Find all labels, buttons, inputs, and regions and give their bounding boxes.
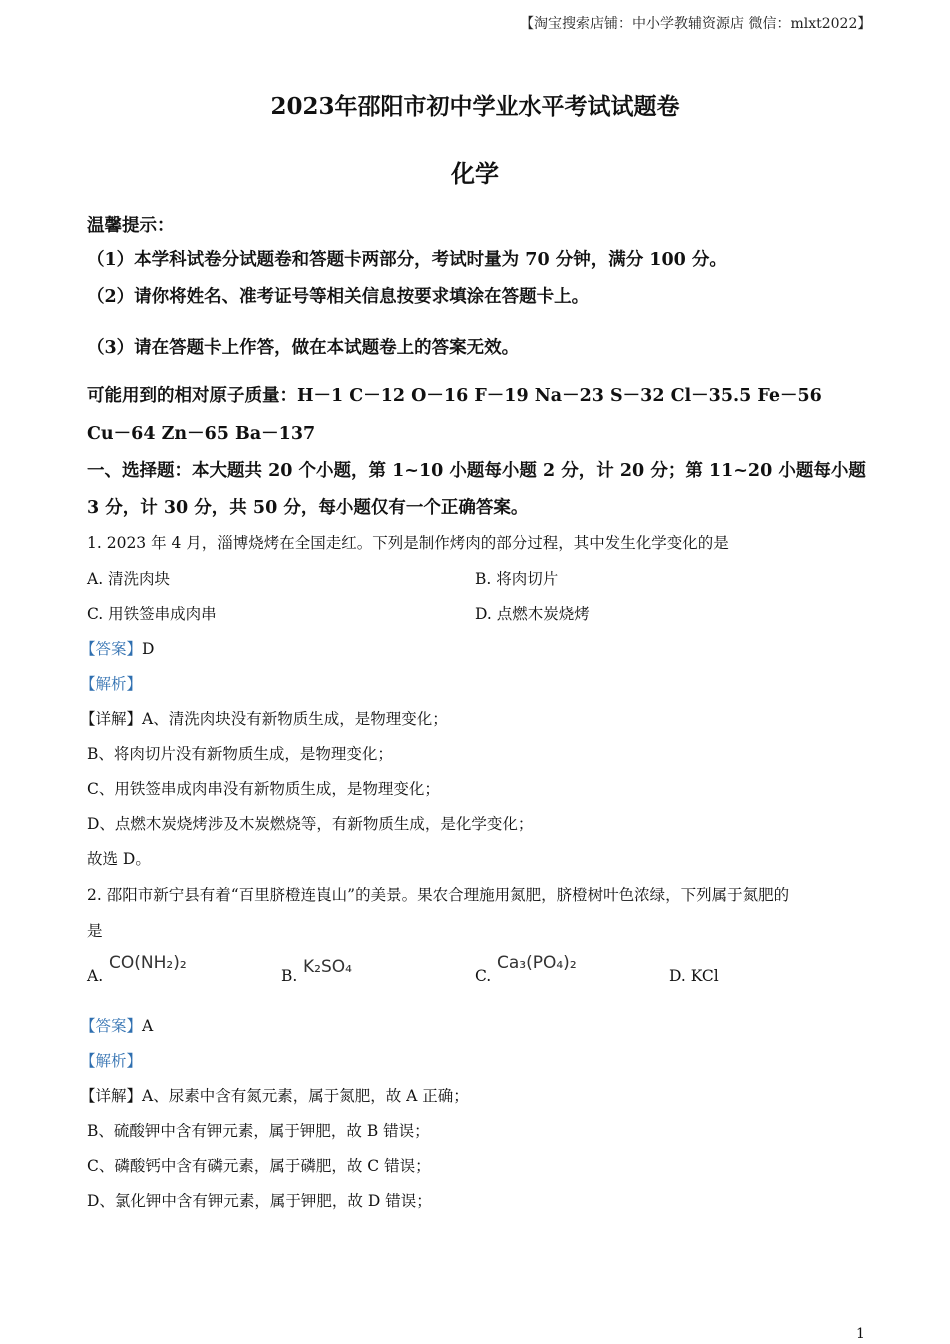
q1-option-d: D. 点燃木炭烧烤 — [475, 605, 590, 623]
q2-option-a-label: A. — [87, 967, 104, 985]
tip-item-3: （3）请在答题卡上作答，做在本试题卷上的答案无效。 — [87, 338, 520, 358]
q1-option-c: C. 用铁签串成肉串 — [87, 605, 217, 623]
q1-detail-line-5: 故选 D。 — [87, 850, 151, 868]
q1-detail-line-3: C、用铁签串成肉串没有新物质生成，是物理变化； — [87, 780, 440, 798]
q2-detail-line-2: B、硫酸钾中含有钾元素，属于钾肥，故 B 错误； — [87, 1122, 430, 1140]
q1-answer-tag: 【答案】 — [80, 640, 143, 658]
q2-answer-value: A — [142, 1017, 154, 1035]
q2-option-c-formula: Ca₃(PO₄)₂ — [497, 953, 577, 973]
q2-answer — [80, 1014, 153, 1036]
q2-answer-tag: 【答案】 — [80, 1017, 143, 1035]
tips-heading: 温馨提示： — [87, 216, 175, 236]
q1-stem: 1. 2023 年 4 月，淄博烧烤在全国走红。下列是制作烤肉的部分过程，其中发生化学变化的是 — [87, 534, 729, 552]
section1-heading-line1: 一、选择题：本大题共 20 个小题，第 1~10 小题每小题 2 分，计 20 分；第 11~20 小题每小题 — [87, 461, 866, 481]
tip-item-1: （1）本学科试卷分试题卷和答题卡两部分，考试时量为 70 分钟，满分 100 分。 — [87, 250, 727, 270]
section1-heading-line2: 3 分，计 30 分，共 50 分，每小题仅有一个正确答案。 — [87, 498, 529, 518]
q2-detail-line-3: C、磷酸钙中含有磷元素，属于磷肥，故 C 错误； — [87, 1157, 431, 1175]
page-number: 1 — [856, 1326, 865, 1342]
q2-stem-line1: 2. 邵阳市新宁县有着“百里脐橙连崀山”的美景。果农合理施用氮肥，脐橙树叶色浓绿，下列属于氮肥的 — [87, 886, 790, 904]
q1-option-a: A. 清洗肉块 — [87, 570, 171, 588]
subject-title: 化学 — [451, 159, 499, 188]
page-title: 2023年邵阳市初中学业水平考试试题卷 — [270, 93, 680, 120]
q2-stem-line2: 是 — [87, 922, 103, 940]
q2-option-d: D. KCl — [669, 967, 719, 985]
q1-detail-line-2: B、将肉切片没有新物质生成，是物理变化； — [87, 745, 393, 763]
q1-analysis-tag: 【解析】 — [80, 675, 143, 693]
q1-detail-line-1 — [80, 707, 448, 729]
q1-option-b: B. 将肉切片 — [475, 570, 559, 588]
q1-detail-tag: 【详解】 — [80, 710, 143, 728]
q2-option-b-label: B. — [281, 967, 298, 985]
atomic-masses-line1: 可能用到的相对原子质量：H－1 C－12 O－16 F－19 Na－23 S－32 Cl－35.5 Fe－56 — [87, 386, 822, 406]
q2-option-b-formula: K₂SO₄ — [303, 957, 352, 977]
q1-detail-text-1: A、清洗肉块没有新物质生成，是物理变化； — [142, 710, 448, 728]
q1-answer-value: D — [142, 640, 155, 658]
q2-option-a-formula: CO(NH₂)₂ — [109, 953, 187, 973]
q2-option-c-label: C. — [475, 967, 492, 985]
q2-detail-text-1: A、尿素中含有氮元素，属于氮肥，故 A 正确； — [142, 1087, 469, 1105]
q2-analysis-tag: 【解析】 — [80, 1052, 143, 1070]
tip-item-2: （2）请你将姓名、准考证号等相关信息按要求填涂在答题卡上。 — [87, 287, 590, 307]
q1-detail-line-4: D、点燃木炭烧烤涉及木炭燃烧等，有新物质生成，是化学变化； — [87, 815, 534, 833]
q2-detail-line-4: D、氯化钾中含有钾元素，属于钾肥，故 D 错误； — [87, 1192, 432, 1210]
q2-detail-tag: 【详解】 — [80, 1087, 143, 1105]
q1-answer — [80, 637, 154, 659]
header-note: 【淘宝搜索店铺：中小学教辅资源店 微信：mlxt2022】 — [520, 16, 872, 32]
atomic-masses-line2: Cu－64 Zn－65 Ba－137 — [87, 424, 316, 444]
q2-detail-line-1 — [80, 1084, 469, 1106]
